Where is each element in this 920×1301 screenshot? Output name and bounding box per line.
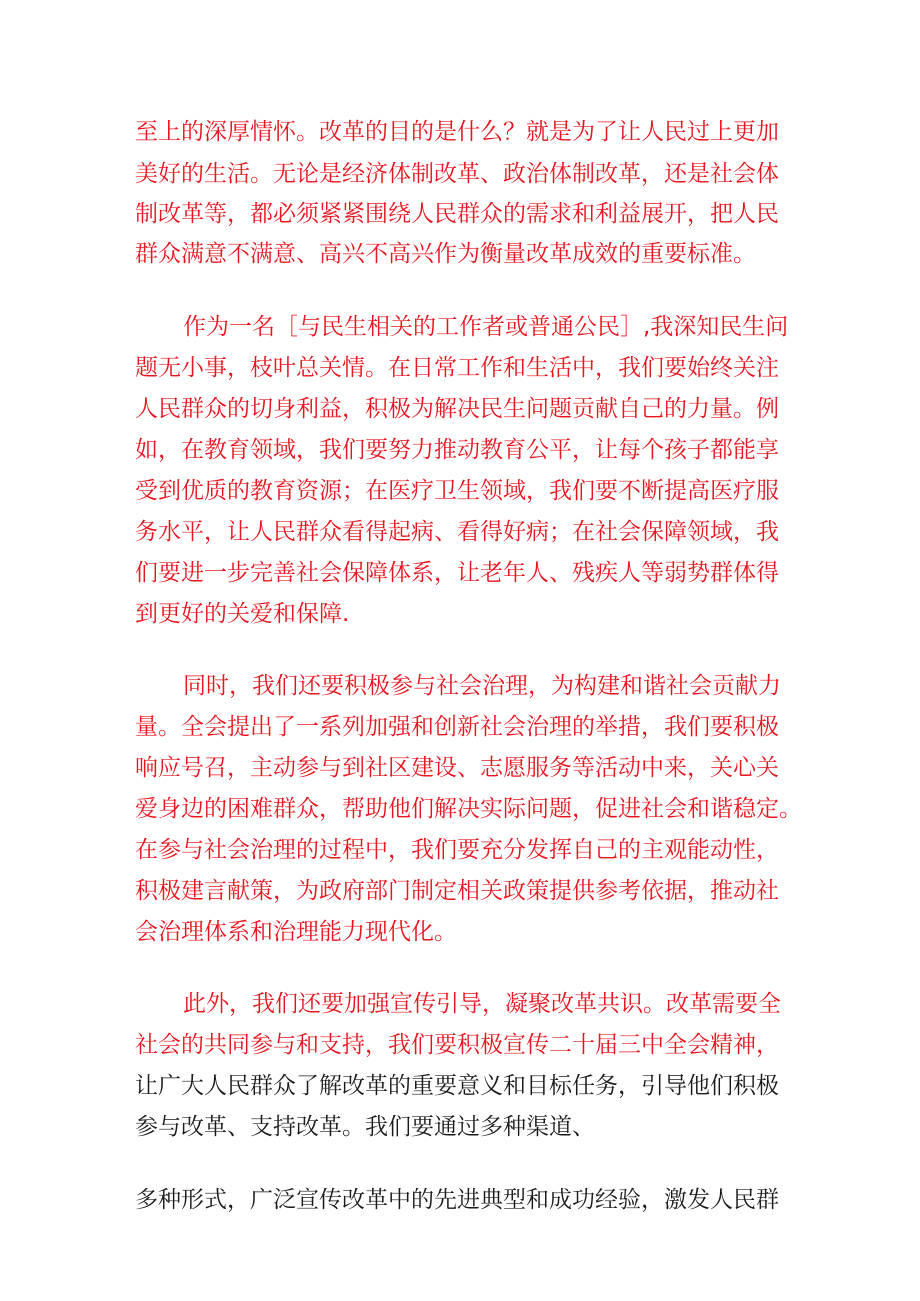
- text-run: 社会的共同参与和支持，我们要积极宣传二十届三中全会精神，: [135, 1032, 779, 1058]
- text-line: [135, 1113, 815, 1141]
- text-run: 美好的生活。无论是经济体制改革、政治体制改革，还是社会体: [135, 161, 779, 187]
- text-run: 让广大人民群众了解改革的重要意义和目标任务，引导他们积极: [135, 1073, 779, 1099]
- text-run: 响应号召，主动参与到社区建设、志愿服务等活动中来，关心关: [135, 755, 779, 781]
- text-line: [135, 1031, 815, 1059]
- text-run: 务水平，让人民群众看得起病、看得好病；在社会保障领域，我: [135, 519, 779, 545]
- text-line: [135, 200, 815, 228]
- text-line: [135, 754, 815, 782]
- text-line: [135, 436, 815, 464]
- text-line: [135, 395, 815, 423]
- text-run: 多种形式，广泛宣传改革中的先进典型和成功经验，激发人民群: [135, 1187, 779, 1213]
- text-line: [135, 877, 815, 905]
- text-run: 群众满意不满意、高兴不高兴作为衡量改革成效的重要标准。: [135, 241, 756, 267]
- text-line: [183, 672, 815, 700]
- text-line: [135, 354, 815, 382]
- text-line: [183, 990, 815, 1018]
- text-run: 人民群众的切身利益，积极为解决民生问题贡献自己的力量。例: [135, 396, 779, 422]
- text-run: 爱身边的困难群众，帮助他们解决实际问题，促进社会和谐稳定。: [135, 796, 802, 822]
- text-run: 在参与社会治理的过程中，我们要充分发挥自己的主观能动性，: [135, 837, 779, 863]
- text-line: [135, 1186, 815, 1214]
- text-run: 们要进一步完善社会保障体系，让老年人、残疾人等弱势群体得: [135, 560, 779, 586]
- text-run: 量。全会提出了一系列加强和创新社会治理的举措，我们要积极: [135, 714, 779, 740]
- text-run: 如，在教育领域，我们要努力推动教育公平，让每个孩子都能享: [135, 437, 779, 463]
- text-run: 制改革等，都必须紧紧围绕人民群众的需求和利益展开，把人民: [135, 201, 779, 227]
- text-line: [135, 160, 815, 188]
- text-run: 会治理体系和治理能力现代化。: [135, 919, 457, 945]
- text-line: [135, 713, 815, 741]
- text-line: [135, 559, 815, 587]
- text-line: [135, 795, 815, 823]
- text-run: 积极建言献策，为政府部门制定相关政策提供参考依据，推动社: [135, 878, 779, 904]
- text-run: 至上的深厚情怀。改革的目的是什么？就是为了让人民过上更加: [135, 119, 779, 145]
- text-run: 同时，我们还要积极参与社会治理，为构建和谐社会贡献力: [183, 673, 781, 699]
- text-line: [135, 836, 815, 864]
- text-line: [135, 477, 815, 505]
- text-line: [183, 313, 815, 341]
- text-run: 此外，我们还要加强宣传引导，凝聚改革共识。改革需要全: [183, 991, 781, 1017]
- text-line: [135, 918, 815, 946]
- text-line: [135, 118, 815, 146]
- text-run: 题无小事，枝叶总关情。在日常工作和生活中，我们要始终关注: [135, 355, 779, 381]
- text-run: 作为一名［与民生相关的工作者或普通公民］,我深知民生问: [183, 314, 789, 340]
- text-line: [135, 600, 815, 628]
- text-run: 到更好的关爱和保障.: [135, 601, 350, 627]
- text-line: [135, 1072, 815, 1100]
- text-run: 参与改革、支持改革。我们要通过多种渠道、: [135, 1114, 595, 1140]
- text-line: [135, 518, 815, 546]
- text-run: 受到优质的教育资源；在医疗卫生领域，我们要不断提高医疗服: [135, 478, 779, 504]
- text-line: [135, 240, 815, 268]
